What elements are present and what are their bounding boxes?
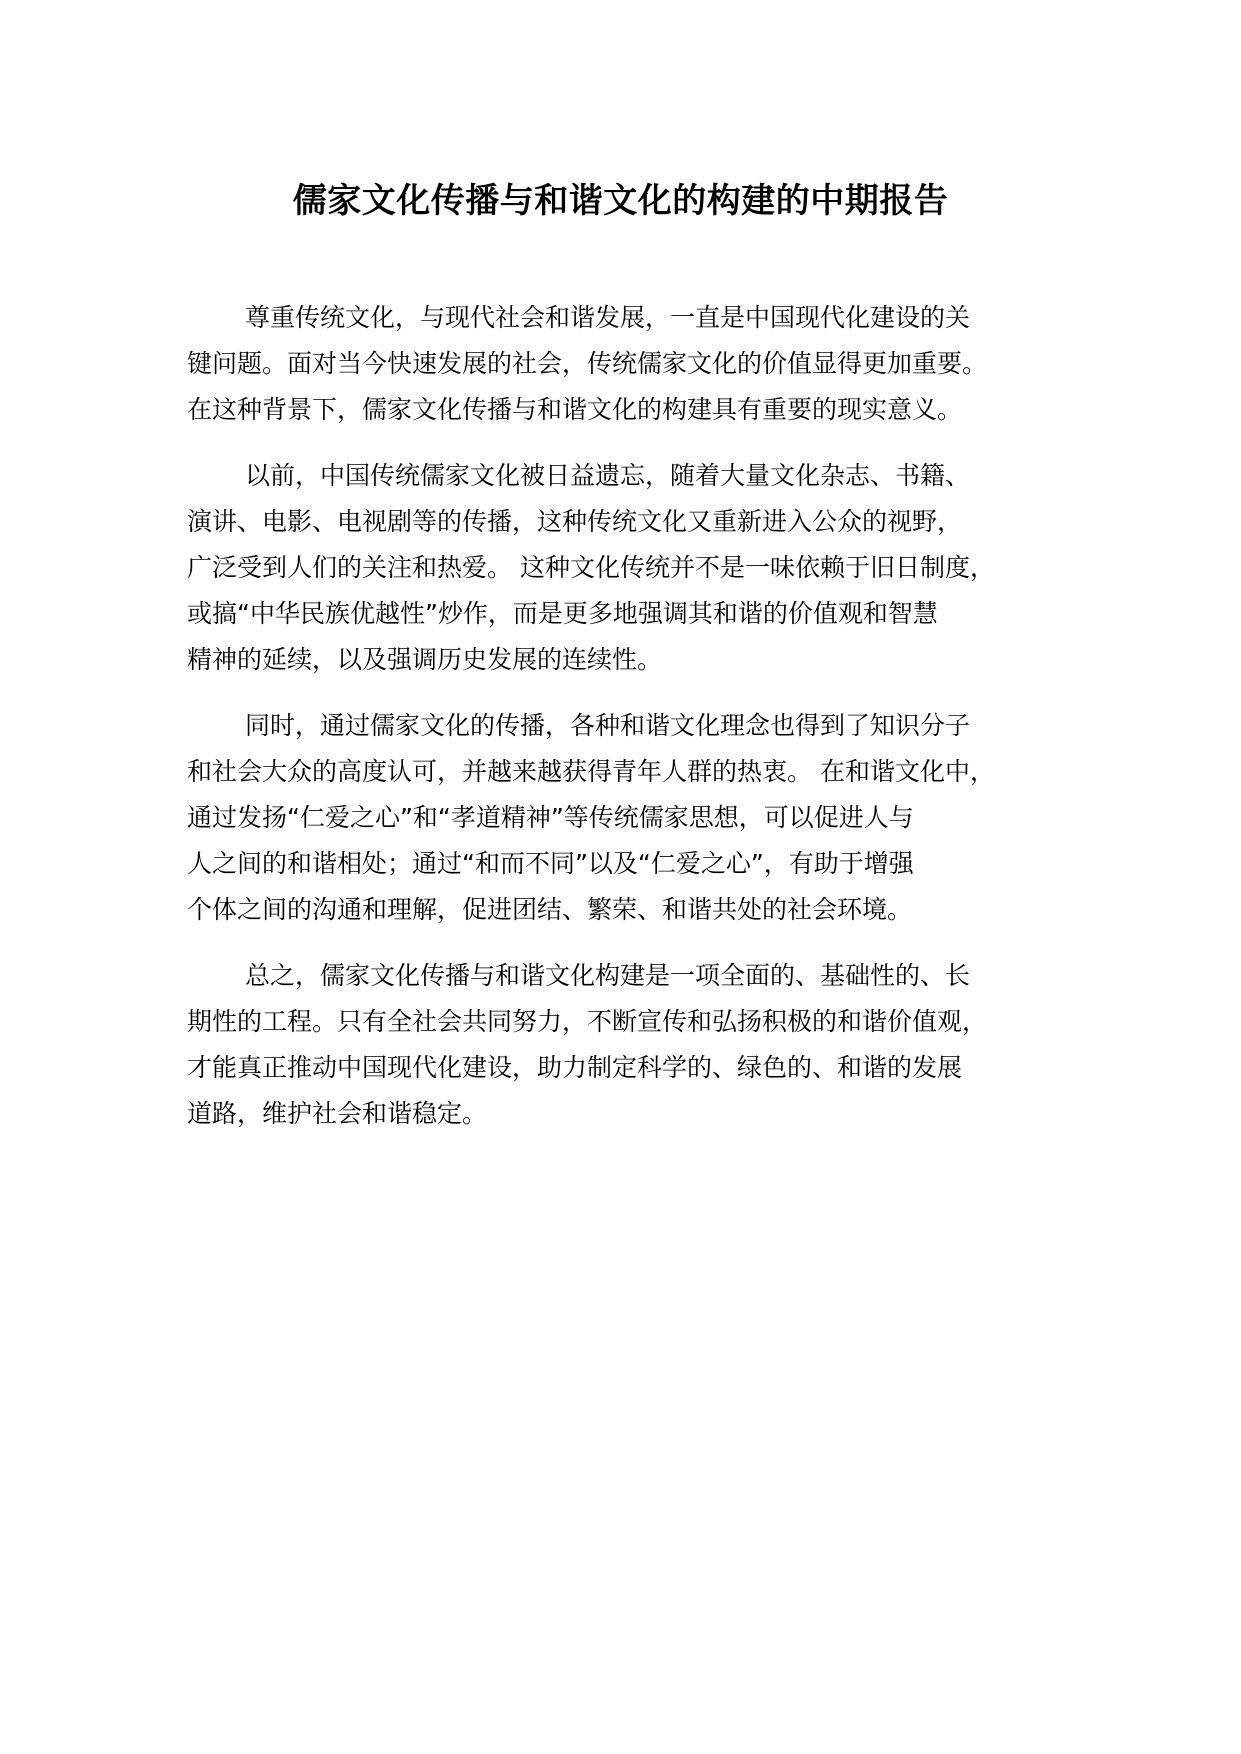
paragraph-line: 演讲、电影、电视剧等的传播，这种传统文化又重新进入公众的视野， <box>187 507 963 536</box>
paragraph-3 <box>187 703 1087 933</box>
paragraph-line: 期性的工程。只有全社会共同努力，不断宣传和弘扬积极的和谐价值观， <box>187 1007 988 1036</box>
paragraph-line: 人之间的和谐相处；通过“和而不同”以及“仁爱之心”，有助于增强 <box>187 849 914 878</box>
paragraph-line: 同时，通过儒家文化的传播，各种和谐文化理念也得到了知识分子 <box>245 711 971 740</box>
paragraph-line: 个体之间的沟通和理解，促进团结、繁荣、和谐共处的社会环境。 <box>187 895 913 924</box>
paragraph-1 <box>187 295 1087 433</box>
paragraph-line: 才能真正推动中国现代化建设，助力制定科学的、绿色的、和谐的发展 <box>187 1053 963 1082</box>
document-body <box>187 295 1087 1157</box>
paragraph-4 <box>187 953 1087 1137</box>
paragraph-line: 广泛受到人们的关注和热爱。 这种文化传统并不是一味依赖于旧日制度， <box>187 553 995 582</box>
paragraph-line: 以前，中国传统儒家文化被日益遗忘，随着大量文化杂志、书籍、 <box>245 461 971 490</box>
paragraph-line: 总之，儒家文化传播与和谐文化构建是一项全面的、基础性的、长 <box>245 961 971 990</box>
paragraph-line: 或搞“中华民族优越性”炒作，而是更多地强调其和谐的价值观和智慧 <box>187 599 938 628</box>
document-title: 儒家文化传播与和谐文化的构建的中期报告 <box>292 181 949 221</box>
paragraph-line: 精神的延续，以及强调历史发展的连续性。 <box>187 645 663 674</box>
paragraph-2 <box>187 453 1087 683</box>
paragraph-line: 在这种背景下，儒家文化传播与和谐文化的构建具有重要的现实意义。 <box>187 395 963 424</box>
paragraph-line: 道路，维护社会和谐稳定。 <box>187 1099 488 1128</box>
paragraph-line: 通过发扬“仁爱之心”和“孝道精神”等传统儒家思想，可以促进人与 <box>187 803 914 832</box>
paragraph-line: 尊重传统文化，与现代社会和谐发展，一直是中国现代化建设的关 <box>245 303 971 332</box>
paragraph-line: 和社会大众的高度认可，并越来越获得青年人群的热衷。 在和谐文化中， <box>187 757 995 786</box>
paragraph-line: 键问题。面对当今快速发展的社会，传统儒家文化的价值显得更加重要。 <box>187 349 988 378</box>
